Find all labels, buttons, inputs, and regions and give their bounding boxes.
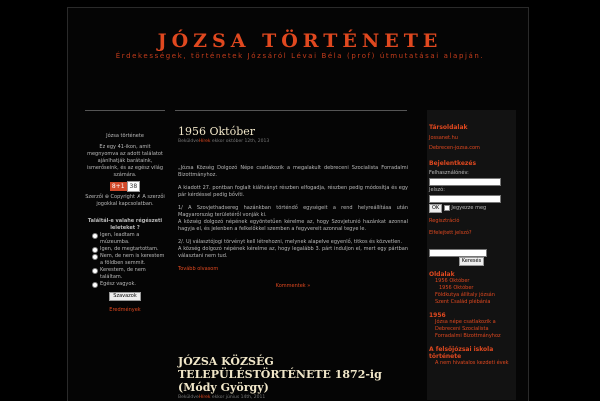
content-divider — [175, 110, 407, 111]
username-label: Felhasználónév: — [429, 170, 469, 176]
comments-link[interactable]: Kommentek » — [275, 283, 311, 289]
results-link[interactable]: Eredmények — [109, 307, 141, 313]
author-link[interactable]: Hírek — [198, 395, 211, 400]
post-2 — [178, 355, 408, 401]
right-sidebar — [427, 110, 516, 400]
password-label: Jelszó: — [429, 187, 445, 193]
post-1 — [178, 125, 408, 290]
post-paragraph: „Józsa Község Dolgozó Népe csatlakozik a megalakult debreceni Szocialista Forradalmi Bizottmányhoz. — [178, 165, 408, 178]
category-link[interactable]: Józsa népe csatlakozik a Debreceni Szocialista Forradalmi Bizottmányhoz — [435, 319, 501, 339]
links-heading: Társoldalak — [429, 124, 468, 131]
page-link[interactable]: 1956 Október — [439, 285, 474, 291]
radio-button[interactable] — [92, 282, 98, 288]
post-paragraph: A kiadott 27. pontban foglalt kiáltványt részben elfogadja, részben pedig módosítja és egy pár kérdéssel pedig bővíti. — [178, 185, 408, 198]
page-link[interactable]: 1956 Október — [435, 278, 470, 284]
poll-title: Találtál-e valahe régészeti leleteket ? — [87, 218, 163, 231]
poll-option[interactable]: Kerestem, de nem találtam. — [92, 267, 165, 281]
read-more-link[interactable]: Tovább olvasom — [178, 266, 219, 272]
copyright-text: Szerzői ⊕ Copyright ✗ A szerzői jogokkal kapcsolatban. — [85, 194, 165, 207]
sidebar-heading: Józsa története — [106, 133, 144, 139]
register-link[interactable]: Regisztráció — [429, 218, 460, 224]
username-input[interactable] — [429, 178, 501, 186]
page-link[interactable]: Földkutya állítaly józsán — [435, 292, 495, 298]
vote-button[interactable]: Szavazok — [109, 292, 140, 301]
post-meta: BeküldveHírek ekkor október 12th, 2013 — [178, 139, 270, 144]
radio-button[interactable] — [92, 254, 98, 260]
radio-button[interactable] — [92, 247, 98, 253]
post-title[interactable]: 1956 Október — [178, 125, 256, 138]
poll-option[interactable]: Igen, leadtam a múzeumba. — [92, 232, 165, 246]
pages-heading: Oldalak — [429, 271, 455, 278]
author-link[interactable]: Hírek — [198, 139, 211, 144]
post-paragraph: A község dolgozó népének egyöntetűen kérelme az, hogy Szovjetunió hazánkat azonnal hagyja el, és jelenben a felkelőkkel szemben a fegyvereit azonnal tegye le. — [178, 219, 408, 232]
site-title[interactable]: JÓZSA TÖRTÉNETE — [157, 30, 443, 52]
category-link[interactable]: A nem hivatalos kezdeti évek — [435, 360, 509, 366]
poll-option[interactable]: Igen, de megtartottam. — [92, 246, 165, 253]
post-paragraph: 2/. Uj választójogi törvényt kell létrehozni, melynek alapelve egyenlő, titkos és közvetlen. — [178, 239, 403, 245]
page-link[interactable]: Szent Család plébánia — [435, 299, 491, 305]
post-meta: BeküldveHírek ekkor június 14th, 2011 — [178, 395, 266, 400]
left-sidebar — [85, 110, 165, 314]
password-input[interactable] — [429, 195, 501, 203]
category-heading: A felsőjózsai iskola története — [429, 346, 494, 360]
login-heading: Bejelentkezés — [429, 160, 477, 167]
search-input[interactable] — [429, 249, 487, 257]
sidebar-text: Ez egy 41-ikon, amit megnyomva az adott találatot ajánlhatják barátaink, ismerőseink, és az egész világ számára. — [86, 144, 164, 178]
sidebar-link[interactable]: Jossanet.hu — [429, 135, 458, 141]
remember-checkbox[interactable] — [444, 205, 450, 211]
search-button[interactable]: Keresés — [459, 257, 484, 266]
post-title[interactable]: JÓZSA KÖZSÉG TELEPÜLÉSTÖRTÉNETE 1872-ig (Módy György) — [178, 355, 382, 394]
gplus-button[interactable]: 8+1 — [111, 183, 125, 190]
site-description: Érdekességek, történetek Józsáról Lévai Béla (prof) útmutatásai alapján. — [115, 52, 485, 60]
radio-button[interactable] — [92, 233, 98, 239]
post-paragraph: A község dolgozó népének kérelme az, hogy legalább 3. párt induljon el, mert egy pártban választani nem tud. — [178, 246, 408, 259]
search-form — [429, 249, 514, 257]
share-widget[interactable] — [110, 181, 140, 192]
sidebar-divider — [85, 110, 165, 111]
sidebar-link[interactable]: Debrecen-jozsa.com — [429, 145, 480, 151]
remember-label: Jegyezze meg — [451, 205, 487, 211]
post-paragraph: 1/ A Szovjethadsereg hazánkban történdő egységeit a rend helyreállítása után Magyarország területéről vonják ki. — [178, 205, 408, 218]
share-count: 38 — [127, 181, 141, 192]
poll-option[interactable]: Nem, de nem is kerestem a földben semmit. — [92, 253, 165, 267]
radio-button[interactable] — [92, 268, 98, 274]
poll-option[interactable]: Egész vagyok. — [92, 281, 165, 288]
category-heading: 1956 — [429, 312, 446, 319]
forgot-password-link[interactable]: Elfelejtett jelszó? — [429, 230, 472, 236]
login-button[interactable]: OK — [429, 204, 442, 213]
